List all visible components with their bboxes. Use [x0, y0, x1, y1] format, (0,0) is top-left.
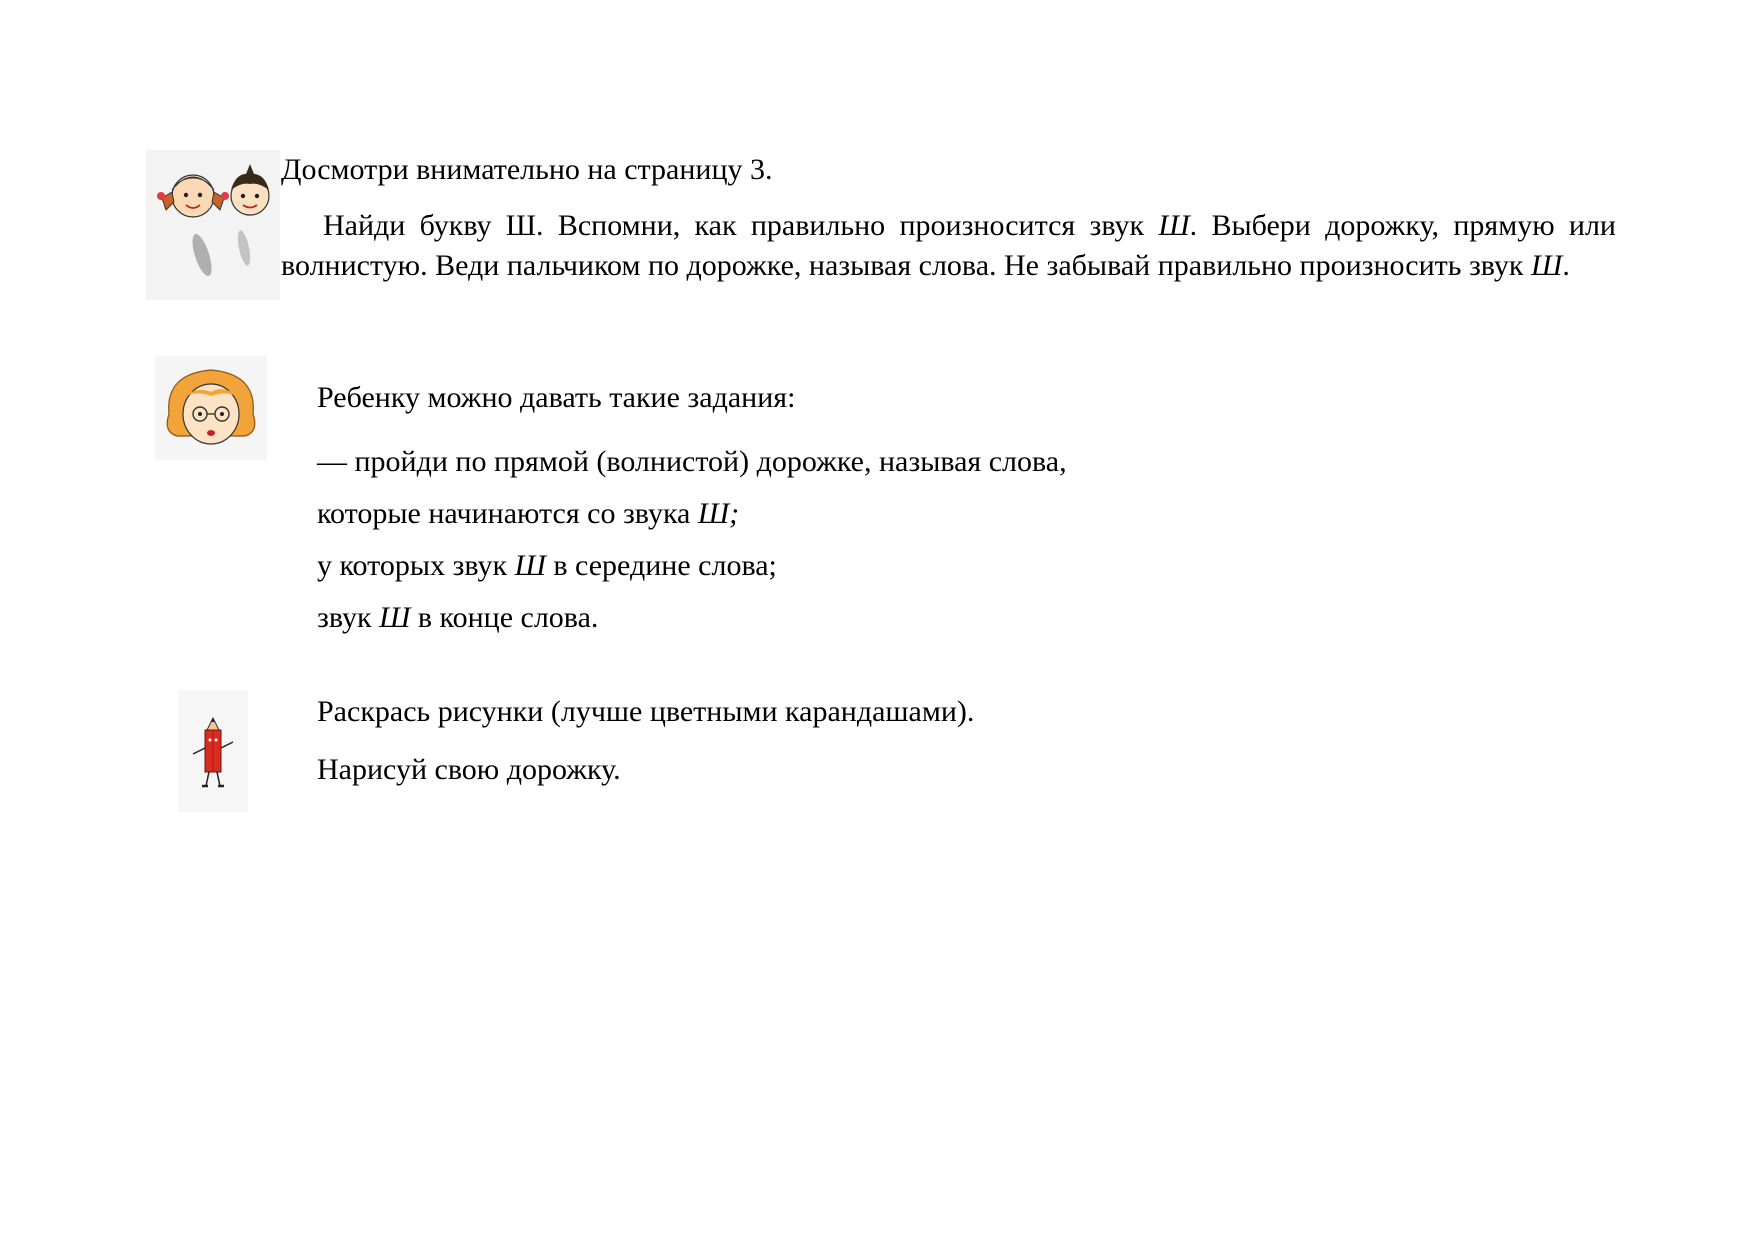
task-line-3-post: в середине слова; [545, 549, 777, 582]
section1-heading: Досмотри внимательно на страницу 3. [281, 153, 773, 186]
section3-line-1: Раскрась рисунки (лучше цветными карандашами). [317, 695, 975, 728]
task-line-3-pre: у которых звук [317, 549, 515, 582]
sound-letter: Ш [514, 549, 546, 582]
instruction-part-2: . Выбери дорожку, прямую или волнистую. Веди пальчиком по дорожке, называя слова. Не забывай правильно произносить звук [281, 209, 1616, 282]
adult-face-icon [155, 356, 267, 460]
task-line-4-post: в конце слова. [410, 601, 599, 634]
instruction-part-1: Найди букву Ш. Вспомни, как правильно произносится звук [323, 209, 1159, 242]
task-line-1: — пройди по прямой (волнистой) дорожке, называя слова, [317, 445, 1067, 478]
instruction-part-3: . [1562, 249, 1570, 282]
children-faces-icon [146, 150, 280, 300]
task-line-3 [317, 546, 777, 586]
sound-letter: Ш [379, 601, 411, 634]
task-line-4 [317, 598, 598, 638]
sound-letter: Ш; [697, 497, 740, 530]
task-line-2 [317, 494, 739, 534]
pencil-character-icon [178, 690, 248, 812]
section3-line-2: Нарисуй свою дорожку. [317, 753, 621, 786]
task-line-4-pre: звук [317, 601, 380, 634]
sound-letter: Ш [1531, 249, 1563, 282]
sound-letter: Ш [1158, 209, 1190, 242]
section1-instruction [281, 206, 1616, 286]
task-line-2-text: которые начинаются со звука [317, 497, 698, 530]
section2-heading: Ребенку можно давать такие задания: [317, 381, 796, 414]
